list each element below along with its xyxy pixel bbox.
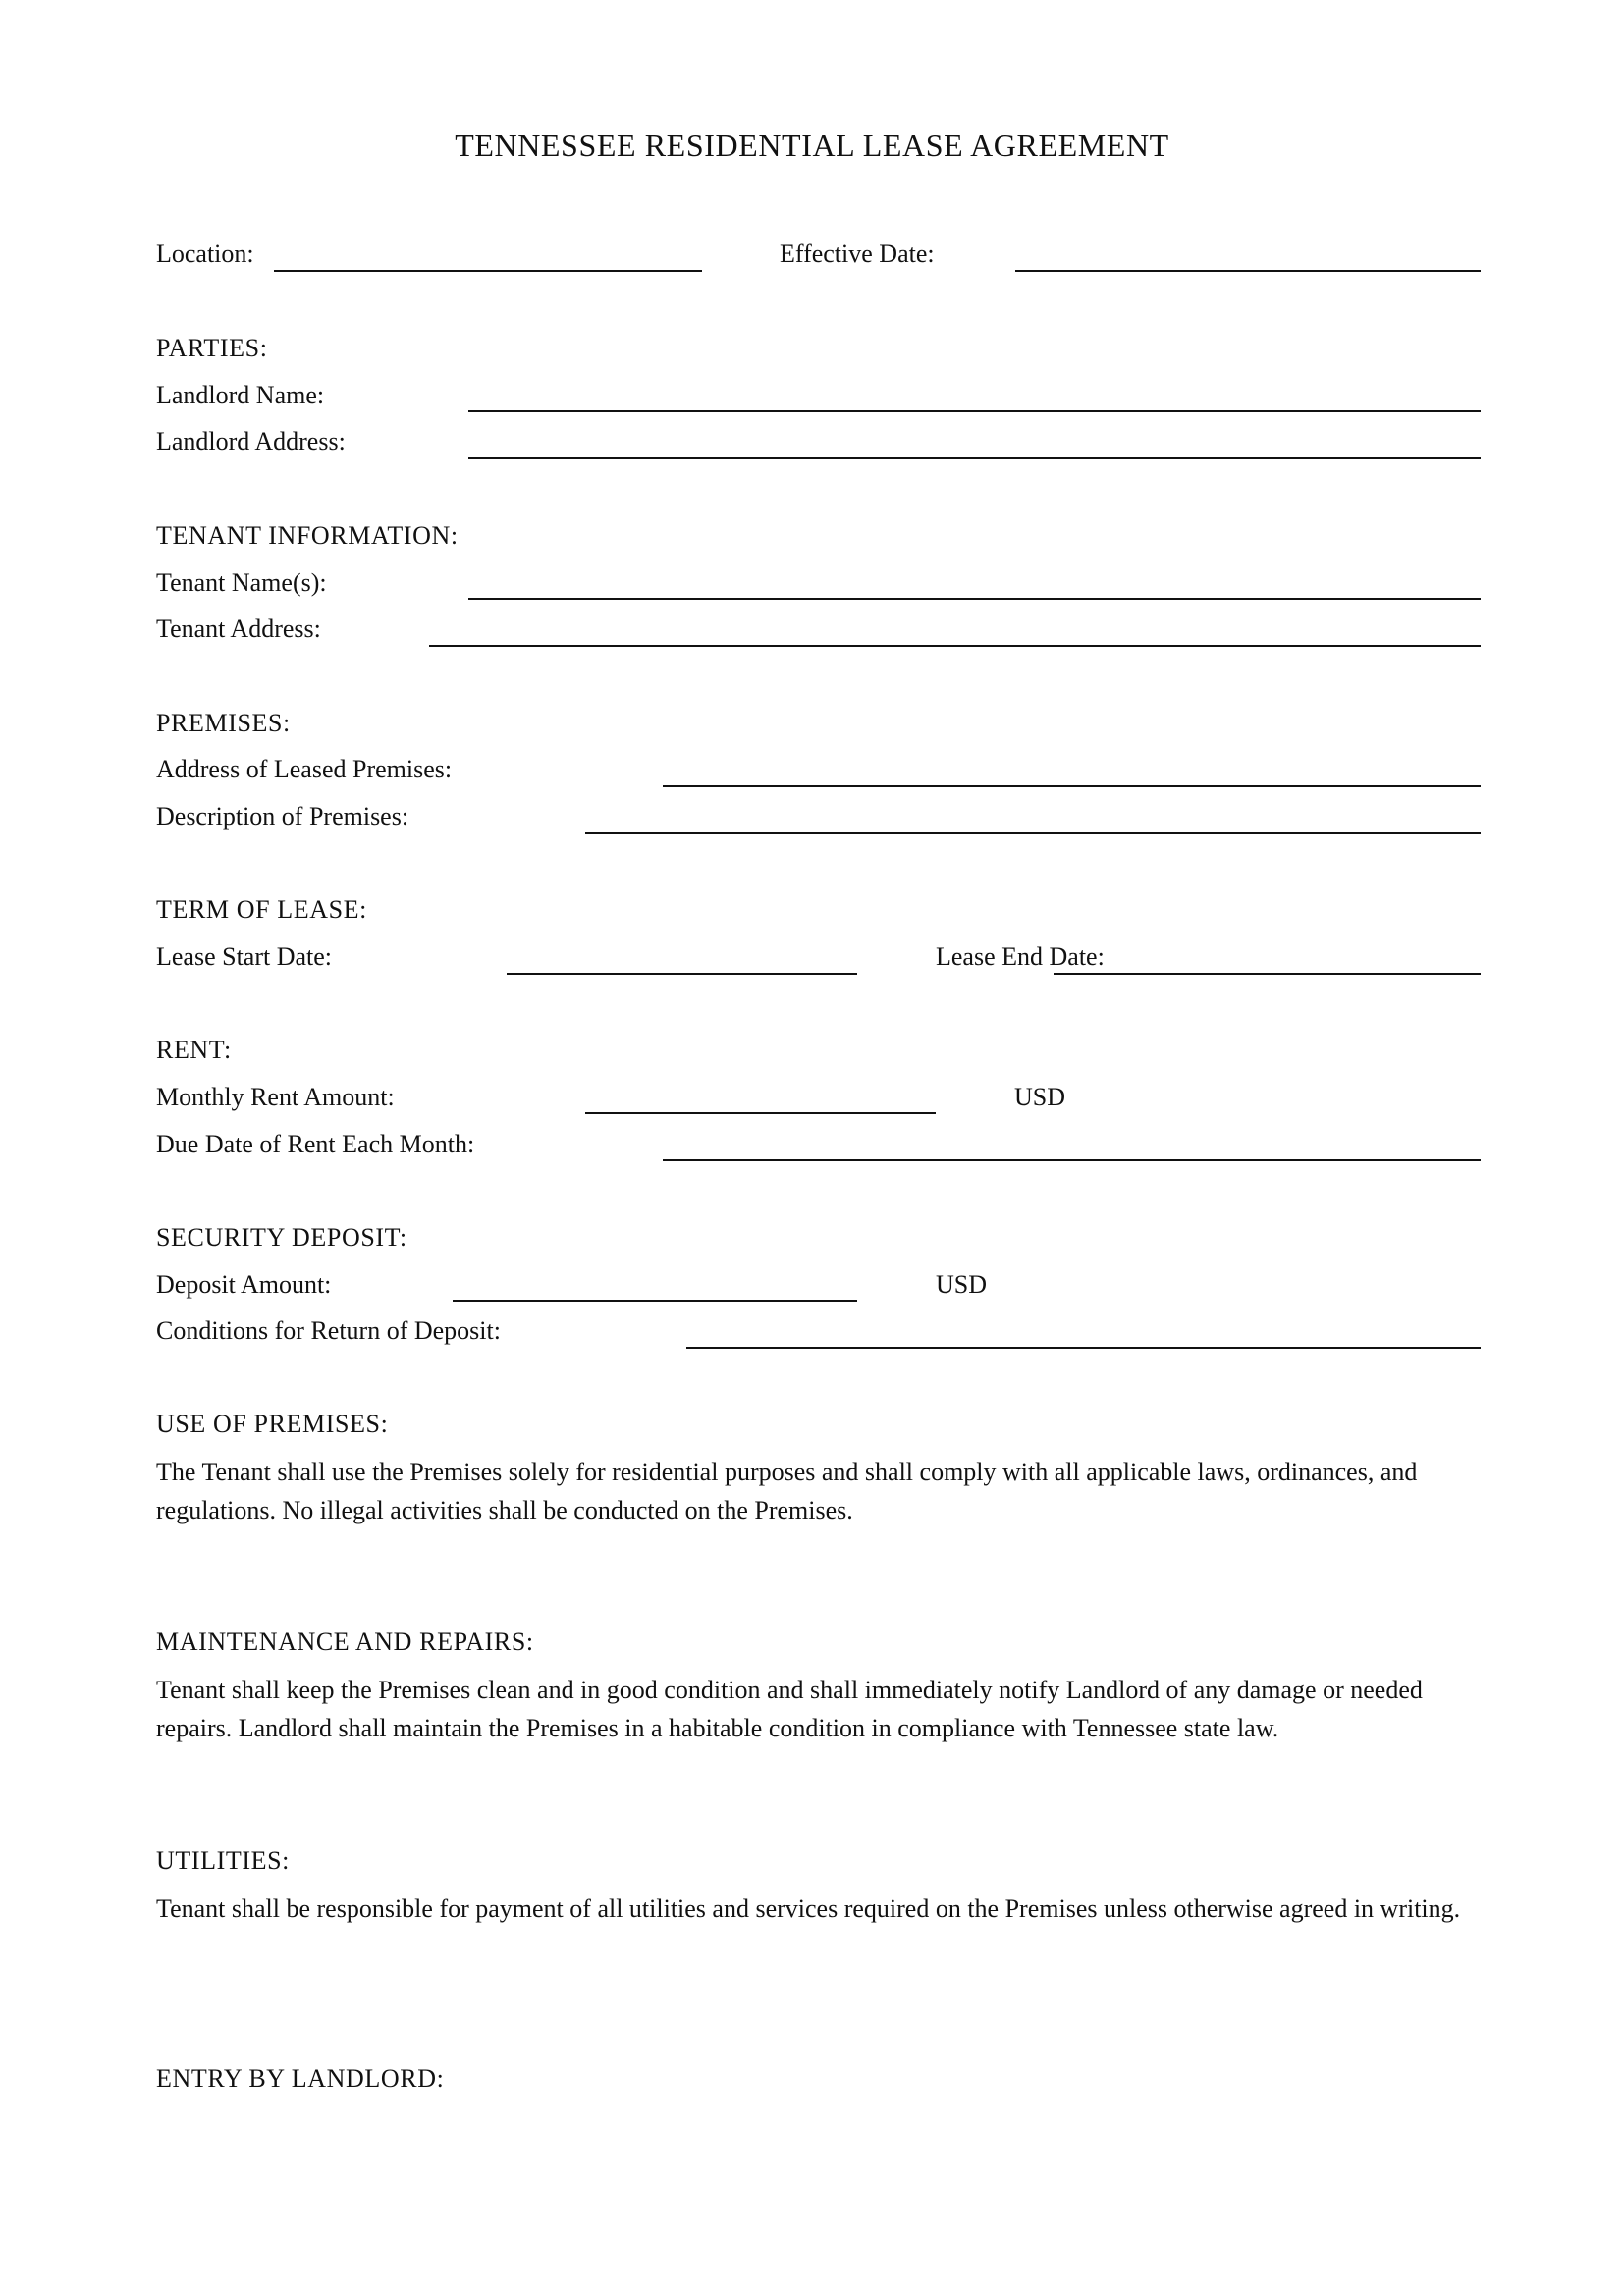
lease-start-label: Lease Start Date: bbox=[156, 942, 333, 971]
deposit-conditions-label: Conditions for Return of Deposit: bbox=[156, 1316, 501, 1345]
premises-description-field[interactable] bbox=[585, 832, 1481, 834]
monthly-rent-label: Monthly Rent Amount: bbox=[156, 1083, 395, 1111]
lease-end-label: Lease End Date: bbox=[936, 942, 1105, 971]
maintenance-paragraph: Tenant shall keep the Premises clean and in good condition and shall immediately notify Landlord of any damage or needed repairs. Landlord shall maintain the Premises in a habitable condition in compliance with Tennessee state law. bbox=[156, 1676, 1423, 1742]
premises-address-field[interactable] bbox=[663, 785, 1481, 787]
tenant-names-field[interactable] bbox=[468, 598, 1481, 600]
premises-address-label: Address of Leased Premises: bbox=[156, 755, 453, 783]
tenant-address-label: Tenant Address: bbox=[156, 614, 321, 643]
maintenance-heading: MAINTENANCE AND REPAIRS: bbox=[156, 1628, 534, 1656]
premises-heading: PREMISES: bbox=[156, 709, 291, 737]
deposit-heading: SECURITY DEPOSIT: bbox=[156, 1223, 407, 1252]
use-paragraph: The Tenant shall use the Premises solely for residential purposes and shall comply with all applicable laws, ordinances, and regulations. No illegal activities shall be conducted on the Premises. bbox=[156, 1458, 1418, 1524]
effective-date-label: Effective Date: bbox=[780, 240, 935, 268]
landlord-name-field[interactable] bbox=[468, 410, 1481, 412]
location-label: Location: bbox=[156, 240, 254, 268]
deposit-conditions-field[interactable] bbox=[686, 1347, 1481, 1349]
landlord-address-label: Landlord Address: bbox=[156, 427, 346, 455]
monthly-rent-field[interactable] bbox=[585, 1112, 936, 1114]
tenant-address-field[interactable] bbox=[429, 645, 1481, 647]
location-field[interactable] bbox=[274, 270, 702, 272]
landlord-name-label: Landlord Name: bbox=[156, 381, 325, 409]
landlord-address-field[interactable] bbox=[468, 457, 1481, 459]
lease-end-field[interactable] bbox=[1054, 973, 1481, 975]
deposit-currency: USD bbox=[936, 1270, 988, 1299]
deposit-amount-field[interactable] bbox=[453, 1300, 857, 1302]
effective-date-field[interactable] bbox=[1015, 270, 1481, 272]
rent-heading: RENT: bbox=[156, 1036, 232, 1064]
term-heading: TERM OF LEASE: bbox=[156, 895, 367, 924]
rent-currency: USD bbox=[1014, 1083, 1066, 1111]
utilities-heading: UTILITIES: bbox=[156, 1846, 290, 1875]
use-heading: USE OF PREMISES: bbox=[156, 1410, 389, 1438]
parties-heading: PARTIES: bbox=[156, 334, 268, 362]
utilities-paragraph: Tenant shall be responsible for payment of all utilities and services required on the Premises unless otherwise agreed in writing. bbox=[156, 1895, 1461, 1923]
lease-start-field[interactable] bbox=[507, 973, 857, 975]
deposit-amount-label: Deposit Amount: bbox=[156, 1270, 332, 1299]
premises-description-label: Description of Premises: bbox=[156, 802, 409, 830]
document-title: TENNESSEE RESIDENTIAL LEASE AGREEMENT bbox=[455, 128, 1169, 163]
entry-heading: ENTRY BY LANDLORD: bbox=[156, 2064, 445, 2093]
tenant-names-label: Tenant Name(s): bbox=[156, 568, 327, 597]
rent-due-date-label: Due Date of Rent Each Month: bbox=[156, 1130, 475, 1158]
rent-due-date-field[interactable] bbox=[663, 1159, 1481, 1161]
tenant-heading: TENANT INFORMATION: bbox=[156, 521, 459, 550]
